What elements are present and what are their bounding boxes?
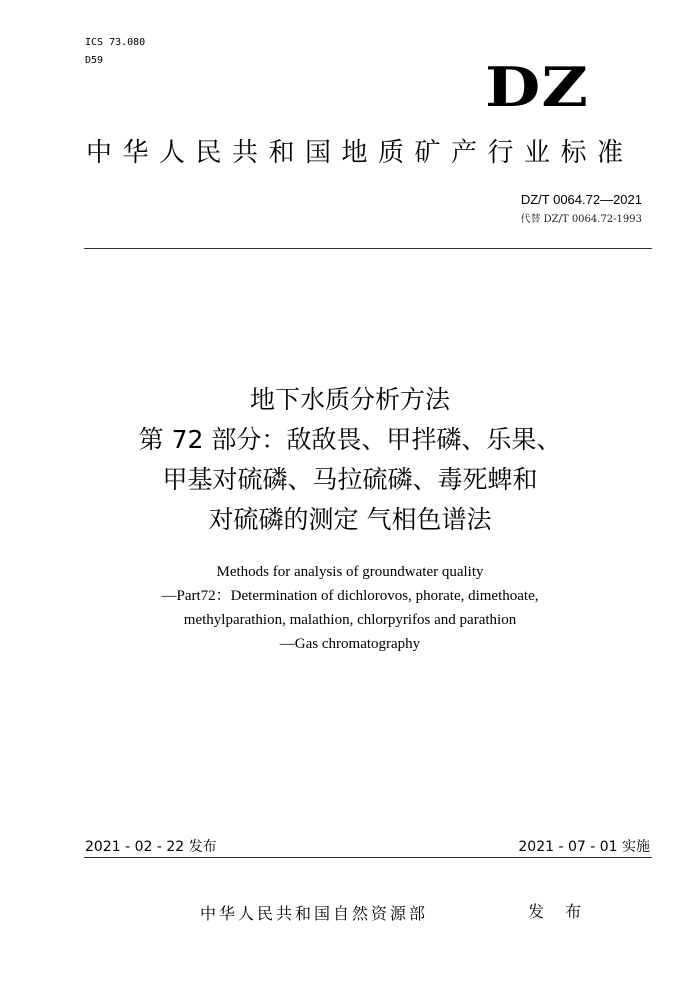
bottom-divider — [84, 857, 652, 858]
standard-number: DZ/T 0064.72—2021 — [520, 192, 642, 207]
chinese-title-line-3: 甲基对硫磷、马拉硫磷、毒死蜱和 — [162, 465, 538, 494]
english-title — [60, 560, 640, 656]
chinese-title-line-1: 地下水质分析方法 — [249, 385, 450, 414]
issuing-authority: 中华人民共和国自然资源部 — [200, 904, 429, 923]
standard-category-title: 中华人民共和国地质矿产行业标准 — [86, 138, 634, 168]
chinese-title-line-2: 第 72 部分：敌敌畏、甲拌磷、乐果、 — [138, 425, 562, 454]
chinese-title-line-4: 对硫磷的测定 气相色谱法 — [208, 505, 492, 534]
issue-date: 2021 - 02 - 22 发布 — [85, 839, 217, 855]
ccs-code: D59 — [85, 55, 104, 66]
english-title-line-2: —Part72：Determination of dichlorovos, phorate, dimethoate, — [161, 588, 539, 604]
replaces-note: 代替 DZ/T 0064.72-1993 — [520, 214, 642, 225]
dz-logo: DZ — [485, 55, 590, 119]
english-title-line-3: methylparathion, malathion, chlorpyrifos and parathion — [183, 612, 517, 628]
issue-label: 发 布 — [528, 902, 590, 921]
implementation-date: 2021 - 07 - 01 实施 — [518, 839, 650, 855]
top-divider — [84, 248, 652, 249]
ics-code: ICS 73.080 — [85, 37, 146, 48]
english-title-line-4: —Gas chromatography — [279, 636, 421, 652]
english-title-line-1: Methods for analysis of groundwater quality — [216, 564, 484, 580]
chinese-title — [60, 380, 640, 540]
